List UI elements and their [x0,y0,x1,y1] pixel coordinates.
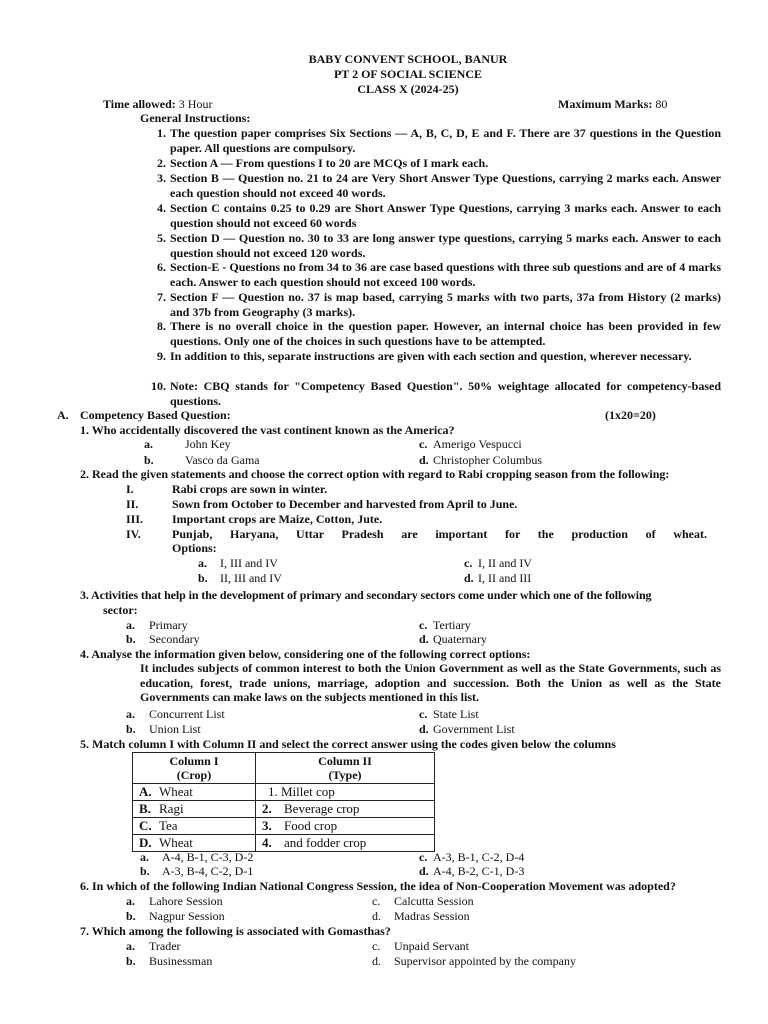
q7-option-d: d. Supervisor appointed by the company [372,954,576,968]
q3-option-b: b. Secondary [126,632,200,646]
test-title: PT 2 OF SOCIAL SCIENCE [333,67,483,81]
section-marks: (1x20=20) [605,408,656,422]
type-cell: 3. Food crop [256,818,435,835]
maximum-marks [558,97,667,112]
q2-statement-num: III. [126,512,144,526]
type-cell: 2. Beverage crop [256,801,435,818]
q4-option-c: c. State List [419,707,479,721]
section-letter: A. [57,408,69,422]
instruction-number: 7. [157,290,166,304]
q4-option-b: b. Union List [126,722,201,736]
section-title: Competency Based Question: [80,408,231,422]
q5-option-a: a. A-4, B-1, C-3, D-2 [140,850,254,864]
table-row [133,784,435,801]
q2-statement: Rabi crops are sown in winter. [172,482,328,496]
instruction-number: 3. [157,171,166,185]
q4-option-d: d. Government List [419,722,515,736]
instruction-number: 5. [157,231,166,245]
marks-label: Maximum Marks: [558,97,653,111]
q5-option-b: b. A-3, B-4, C-2, D-1 [140,864,254,878]
instruction-number: 2. [157,156,166,170]
q2-statement-num: II. [126,497,139,511]
q2-option-b: b. II, III and IV [198,571,282,585]
instruction-number: 1. [157,126,166,140]
instruction-number: 4. [157,201,166,215]
q4-option-a: a. Concurrent List [126,707,225,721]
time-label: Time allowed: [103,97,176,111]
q1-option-b: b. Vasco da Gama [144,453,260,467]
instruction-number: 10. [151,379,166,393]
q2-options-label: Options: [172,541,217,555]
q2-statement-num: IV. [126,527,141,541]
type-cell: 1. Millet cop [256,784,435,801]
column-2-header: Column II (Type) [256,753,435,784]
q2-statement: Sown from October to December and harvested from April to June. [172,497,518,511]
q2-option-d: d. I, II and III [464,571,532,585]
question-3: 3. Activities that help in the development of primary and secondary sectors come under which one of the following [80,588,652,602]
instruction-number: 9. [157,349,166,363]
question-2: 2. Read the given statements and choose the correct option with regard to Rabi cropping season from the following: [80,467,670,481]
instruction-number: 8. [157,319,166,333]
q7-option-a: a. Trader [126,939,181,953]
q6-option-a: a. Lahore Session [126,894,223,908]
question-6: 6. In which of the following Indian National Congress Session, the idea of Non-Cooperation Movement was adopted? [80,879,676,893]
q6-option-d: d. Madras Session [372,909,470,923]
q6-option-b: b. Nagpur Session [126,909,225,923]
table-row [133,818,435,835]
question-3-cont: sector: [103,603,138,617]
q3-option-a: a. Primary [126,618,188,632]
q2-statement-num: I. [126,482,134,496]
q3-option-c: c. Tertiary [419,618,471,632]
q2-statement: Punjab, Haryana, Uttar Pradesh are important for the production of wheat. [172,527,707,541]
instruction-text: Section D — Question no. 30 to 33 are long answer type questions, carrying 5 marks each. Answer to each question should not exceed 120 words. [170,231,721,260]
q3-option-d: d. Quaternary [419,632,487,646]
question-7: 7. Which among the following is associated with Gomasthas? [80,924,391,938]
instruction-text: Section A — From questions I to 20 are MCQs of I mark each. [170,156,489,170]
time-value: 3 Hour [178,97,213,111]
type-cell: 4. and fodder crop [256,835,435,852]
instruction-number: 6. [157,260,166,274]
crop-cell: A. Wheat [133,784,256,801]
crop-cell: D. Wheat [133,835,256,852]
table-header-row [133,753,435,784]
q2-statement: Important crops are Maize, Cotton, Jute. [172,512,383,526]
q7-option-c: c. Unpaid Servant [372,939,469,953]
instruction-text: The question paper comprises Six Sections — A, B, C, D, E and F. There are 37 questions in the Question paper. All questions are compulsory. [170,126,721,155]
time-allowed [103,97,212,112]
match-table [132,752,435,852]
q5-option-c: c. A-3, B-1, C-2, D-4 [419,850,525,864]
q1-option-d: d. Christopher Columbus [419,453,543,467]
table-row [133,801,435,818]
crop-cell: C. Tea [133,818,256,835]
question-4: 4. Analyse the information given below, considering one of the following correct options: [80,647,531,661]
q2-option-c: c. I, II and IV [464,556,532,570]
crop-cell: B. Ragi [133,801,256,818]
instruction-text: Section F — Question no. 37 is map based, carrying 5 marks with two parts, 37a from History (2 marks) and 37b from Geography (3 marks). [170,290,721,319]
instruction-text: In addition to this, separate instructions are given with each section and question, wherever necessary. [170,349,692,363]
q7-option-b: b. Businessman [126,954,213,968]
instruction-text: There is no overall choice in the question paper. However, an internal choice has been provided in few questions. Only one of the choices in such questions have to be attempted. [170,319,721,348]
instruction-text: Section B — Question no. 21 to 24 are Very Short Answer Type Questions, carrying 2 marks each. Answer each question should not exceed 40 words. [170,171,721,200]
marks-value: 80 [655,97,668,111]
q1-option-a: a. John Key [144,437,231,451]
question-5: 5. Match column I with Column II and select the correct answer using the codes given below the columns [80,737,616,751]
instructions-title: General Instructions: [140,111,251,125]
q5-option-d: d. A-4, B-2, C-1, D-3 [419,864,525,878]
question-1: 1. Who accidentally discovered the vast continent known as the America? [80,423,455,437]
q6-option-c: c. Calcutta Session [372,894,474,908]
instruction-text: Section C contains 0.25 to 0.29 are Short Answer Type Questions, carrying 3 marks each. Answer to each question should not exceed 60 words [170,201,721,230]
instruction-text: Section-E - Questions no from 34 to 36 are case based questions with three sub questions and are of 4 marks each. Answer to each question should not exceed 100 words. [170,260,721,289]
column-1-header: Column I (Crop) [133,753,256,784]
q4-passage: It includes subjects of common interest to both the Union Government as well as the State Governments, such as education, forest, trade unions, marriage, adoption and succession. Both the Union as well as the State Governments can make laws on the subjects mentioned in this list. [140,661,721,705]
school-name: BABY CONVENT SCHOOL, BANUR [308,52,508,66]
q2-option-a: a. I, III and IV [198,556,278,570]
class-title: CLASS X (2024-25) [357,82,459,96]
table-row [133,835,435,852]
instruction-text: Note: CBQ stands for "Competency Based Question". 50% weightage allocated for competency-based questions. [170,379,721,408]
q1-option-c: c. Amerigo Vespucci [419,437,522,451]
